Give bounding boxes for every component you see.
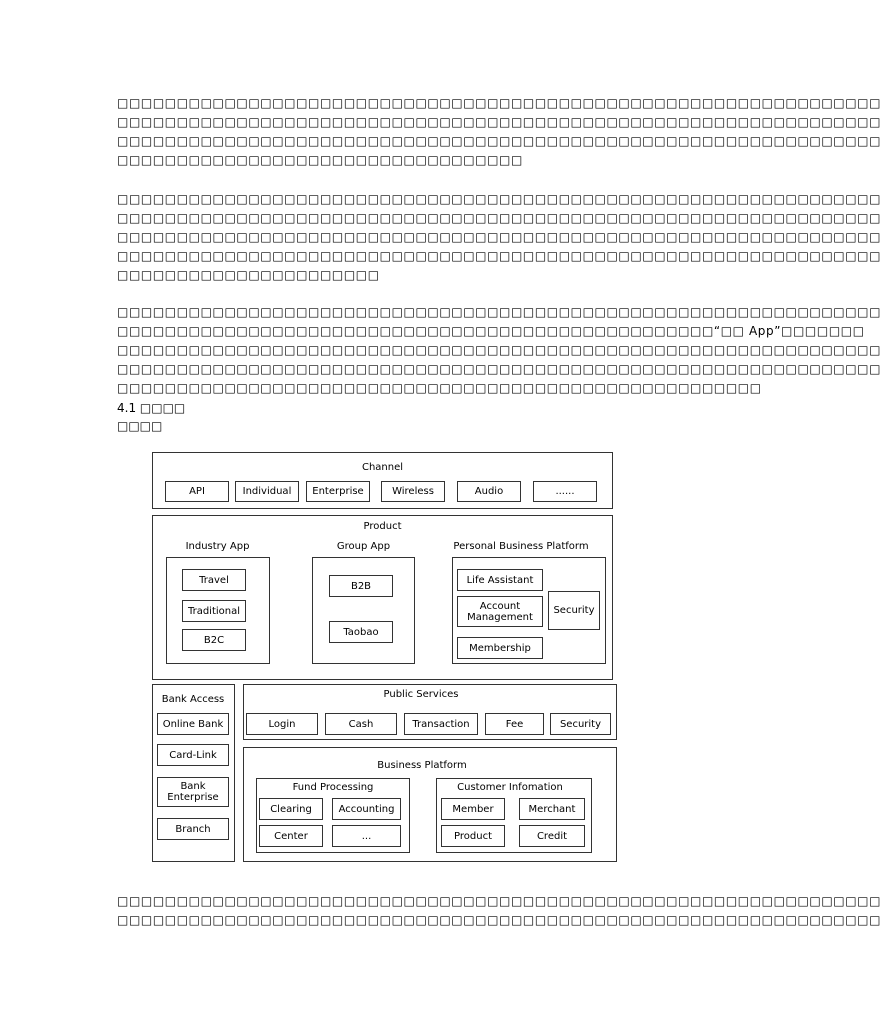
paragraph-4 bbox=[117, 892, 881, 930]
channel-wireless: Wireless bbox=[381, 481, 445, 502]
group-app-title: Group App bbox=[336, 541, 391, 552]
industry-app-title: Industry App bbox=[185, 541, 250, 552]
text-line: □□□□□□□□□□□□□□□□□□□□□□□□□□□□□□□□□□□□□□□□□□□□□□□□□□□□□□□□□□□□□□□□ bbox=[117, 211, 881, 225]
sub-heading: □□□□ bbox=[117, 419, 163, 433]
channel-individual: Individual bbox=[235, 481, 299, 502]
fund-accounting: Accounting bbox=[332, 798, 401, 820]
public-services-title: Public Services bbox=[383, 689, 459, 700]
industry-b2c: B2C bbox=[182, 629, 246, 651]
text-line: □□□□□□□□□□□□□□□□□□□□□□□□□□□□□□□□□□□□□□□□□□□□□□□□□□□□□□□□□□□□□□□□ bbox=[117, 192, 881, 206]
personal-account-management: Account Management bbox=[457, 596, 543, 627]
service-login: Login bbox=[246, 713, 318, 735]
text-line: □□□□□□□□□□□□□□□□□□□□□□□□□□□□□□□□□□□□□□□□□□□□□□□□□□□□□□ bbox=[117, 381, 762, 395]
channel-audio: Audio bbox=[457, 481, 521, 502]
text-line: □□□□□□□□□□□□□□□□□□□□□□□□□□□□□□□□□□□□□□□□□□□□□□□□□□“□□ App”□□□□□□□ bbox=[117, 324, 865, 338]
fund-clearing: Clearing bbox=[259, 798, 323, 820]
industry-traditional: Traditional bbox=[182, 600, 246, 622]
channel-more: ...... bbox=[533, 481, 597, 502]
product-title: Product bbox=[363, 521, 402, 532]
group-app-group bbox=[312, 557, 415, 664]
section-heading: 4.1 □□□□ bbox=[117, 401, 186, 415]
group-taobao: Taobao bbox=[329, 621, 393, 643]
personal-platform-title: Personal Business Platform bbox=[453, 541, 589, 552]
service-cash: Cash bbox=[325, 713, 397, 735]
service-transaction: Transaction bbox=[404, 713, 478, 735]
bank-card-link: Card-Link bbox=[157, 744, 229, 766]
text-line: □□□□□□□□□□□□□□□□□□□□□□□□□□□□□□□□□□□□□□□□□□□□□□□□□□□□□□□□□□□□□□□□ bbox=[117, 230, 881, 244]
fund-processing-title: Fund Processing bbox=[292, 782, 374, 793]
group-b2b: B2B bbox=[329, 575, 393, 597]
text-line: □□□□□□□□□□□□□□□□□□□□□□□□□□□□□□□□□□ bbox=[117, 153, 523, 167]
bank-branch: Branch bbox=[157, 818, 229, 840]
text-line: □□□□□□□□□□□□□□□□□□□□□□□□□□□□□□□□□□□□□□□□□□□□□□□□□□□□□□□□□□□□□□□□ bbox=[117, 894, 881, 908]
text-line: □□□□□□□□□□□□□□□□□□□□□□□□□□□□□□□□□□□□□□□□□□□□□□□□□□□□□□□□□□□□□□□□ bbox=[117, 362, 881, 376]
bank-online-bank: Online Bank bbox=[157, 713, 229, 735]
text-line: □□□□□□□□□□□□□□□□□□□□□□□□□□□□□□□□□□□□□□□□□□□□□□□□□□□□□□□□□□□□□□□□ bbox=[117, 913, 881, 927]
bank-enterprise: Bank Enterprise bbox=[157, 777, 229, 807]
text-line: □□□□□□□□□□□□□□□□□□□□□□□□□□□□□□□□□□□□□□□□□□□□□□□□□□□□□□□□□□□□□□□□ bbox=[117, 134, 881, 148]
industry-travel: Travel bbox=[182, 569, 246, 591]
text-line: □□□□□□□□□□□□□□□□□□□□□□□□□□□□□□□□□□□□□□□□□□□□□□□□□□□□□□□□□□□□□□□□ bbox=[117, 249, 881, 263]
fund-center: Center bbox=[259, 825, 323, 847]
paragraph-1 bbox=[117, 94, 881, 170]
fund-more: ... bbox=[332, 825, 401, 847]
text-line: □□□□□□□□□□□□□□□□□□□□□□ bbox=[117, 268, 380, 282]
customer-credit: Credit bbox=[519, 825, 585, 847]
service-fee: Fee bbox=[485, 713, 544, 735]
channel-enterprise: Enterprise bbox=[306, 481, 370, 502]
customer-member: Member bbox=[441, 798, 505, 820]
paragraph-2 bbox=[117, 190, 881, 285]
business-platform-title: Business Platform bbox=[377, 760, 467, 771]
text-line: □□□□□□□□□□□□□□□□□□□□□□□□□□□□□□□□□□□□□□□□□□□□□□□□□□□□□□□□□□□□□□□□ bbox=[117, 343, 881, 357]
bank-access-title: Bank Access bbox=[161, 694, 225, 705]
channel-title: Channel bbox=[361, 462, 404, 473]
channel-api: API bbox=[165, 481, 229, 502]
personal-membership: Membership bbox=[457, 637, 543, 659]
text-line: □□□□□□□□□□□□□□□□□□□□□□□□□□□□□□□□□□□□□□□□□□□□□□□□□□□□□□□□□□□□□□□□ bbox=[117, 115, 881, 129]
text-line: □□□□□□□□□□□□□□□□□□□□□□□□□□□□□□□□□□□□□□□□□□□□□□□□□□□□□□□□□□□□□□□□ bbox=[117, 305, 881, 319]
personal-life-assistant: Life Assistant bbox=[457, 569, 543, 591]
customer-merchant: Merchant bbox=[519, 798, 585, 820]
personal-security: Security bbox=[548, 591, 600, 630]
customer-info-title: Customer Infomation bbox=[457, 782, 563, 793]
customer-product: Product bbox=[441, 825, 505, 847]
text-line: □□□□□□□□□□□□□□□□□□□□□□□□□□□□□□□□□□□□□□□□□□□□□□□□□□□□□□□□□□□□□□□□ bbox=[117, 96, 881, 110]
service-security: Security bbox=[550, 713, 611, 735]
paragraph-3 bbox=[117, 303, 881, 398]
